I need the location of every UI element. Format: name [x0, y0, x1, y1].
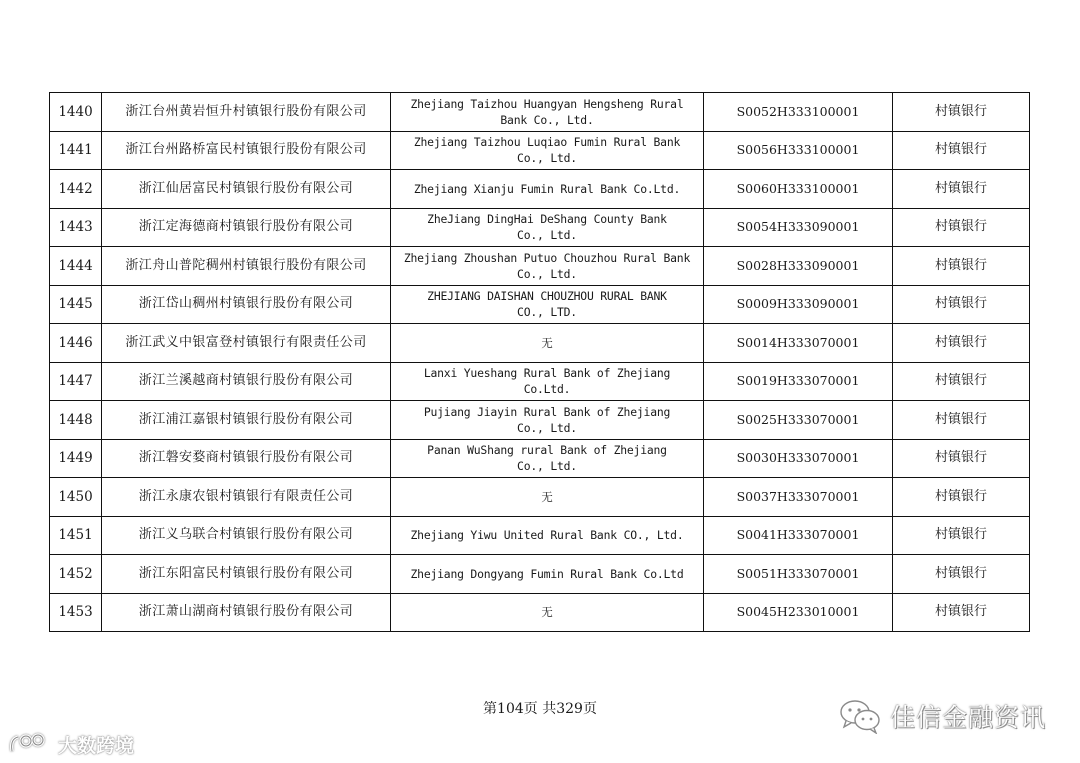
institution-code-cell: S0037H333070001	[704, 478, 893, 517]
chinese-name-cell: 浙江萧山湖商村镇银行股份有限公司	[102, 593, 391, 632]
row-number-cell: 1441	[50, 131, 102, 170]
chinese-name-cell: 浙江东阳富民村镇银行股份有限公司	[102, 555, 391, 594]
english-name-line: ZheJiang DingHai DeShang County Bank	[427, 212, 667, 227]
english-name-line: ZHEJIANG DAISHAN CHOUZHOU RURAL BANK	[427, 289, 667, 304]
table-row	[50, 285, 1030, 324]
institution-type-cell: 村镇银行	[893, 324, 1030, 363]
institution-code-cell: S0025H333070001	[704, 401, 893, 440]
watermark-right-text: 佳信金融资讯	[889, 703, 1046, 732]
row-number-cell: 1449	[50, 439, 102, 478]
english-name-line: 无	[541, 605, 553, 620]
institution-code-cell: S0009H333090001	[704, 285, 893, 324]
institution-type-cell: 村镇银行	[893, 131, 1030, 170]
row-number-cell: 1445	[50, 285, 102, 324]
chinese-name-cell: 浙江仙居富民村镇银行股份有限公司	[102, 170, 391, 209]
institution-type-cell: 村镇银行	[893, 362, 1030, 401]
english-name-line: Zhejiang Zhoushan Putuo Chouzhou Rural Bank	[403, 250, 691, 265]
row-number-cell: 1447	[50, 362, 102, 401]
english-name-cell	[391, 208, 704, 247]
row-number-cell: 1453	[50, 593, 102, 632]
institution-code-cell: S0028H333090001	[704, 247, 893, 286]
chinese-name-cell: 浙江舟山普陀稠州村镇银行股份有限公司	[102, 247, 391, 286]
row-number-cell: 1440	[50, 93, 102, 132]
institution-type-cell: 村镇银行	[893, 401, 1030, 440]
english-name-line: Co., Ltd.	[517, 420, 577, 435]
english-name-cell	[391, 362, 704, 401]
table-row	[50, 131, 1030, 170]
institution-code-cell: S0052H333100001	[704, 93, 893, 132]
english-name-line: Panan WuShang rural Bank of Zhejiang	[427, 443, 667, 458]
english-name-cell	[391, 516, 704, 555]
institution-type-cell: 村镇银行	[893, 170, 1030, 209]
english-name-line: Zhejiang Taizhou Luqiao Fumin Rural Bank	[413, 135, 681, 150]
table-row	[50, 401, 1030, 440]
institution-type-cell: 村镇银行	[893, 516, 1030, 555]
table-row	[50, 93, 1030, 132]
institution-type-cell: 村镇银行	[893, 439, 1030, 478]
institution-code-cell: S0019H333070001	[704, 362, 893, 401]
institution-type-cell: 村镇银行	[893, 93, 1030, 132]
table-row	[50, 516, 1030, 555]
row-number-cell: 1443	[50, 208, 102, 247]
english-name-cell	[391, 131, 704, 170]
table-body	[50, 93, 1030, 632]
english-name-cell	[391, 555, 704, 594]
chinese-name-cell: 浙江台州黄岩恒升村镇银行股份有限公司	[102, 93, 391, 132]
row-number-cell: 1451	[50, 516, 102, 555]
table-row	[50, 439, 1030, 478]
english-name-line: 无	[541, 335, 553, 350]
chinese-name-cell: 浙江磐安婺商村镇银行股份有限公司	[102, 439, 391, 478]
english-name-cell	[391, 170, 704, 209]
english-name-line: Zhejiang Xianju Fumin Rural Bank Co.Ltd.	[413, 181, 681, 196]
english-name-line: Zhejiang Dongyang Fumin Rural Bank Co.Ltd	[410, 566, 684, 581]
row-number-cell: 1446	[50, 324, 102, 363]
chinese-name-cell: 浙江定海德商村镇银行股份有限公司	[102, 208, 391, 247]
table-row	[50, 593, 1030, 632]
english-name-line: Co., Ltd.	[517, 459, 577, 474]
table-row	[50, 208, 1030, 247]
institution-code-cell: S0041H333070001	[704, 516, 893, 555]
chinese-name-cell: 浙江武义中银富登村镇银行有限责任公司	[102, 324, 391, 363]
english-name-line: Pujiang Jiayin Rural Bank of Zhejiang	[423, 404, 671, 419]
table-row	[50, 478, 1030, 517]
chinese-name-cell: 浙江兰溪越商村镇银行股份有限公司	[102, 362, 391, 401]
institution-type-cell: 村镇银行	[893, 593, 1030, 632]
english-name-line: Bank Co., Ltd.	[500, 112, 594, 127]
table-row	[50, 555, 1030, 594]
watermark-right	[838, 696, 1046, 736]
institution-type-cell: 村镇银行	[893, 478, 1030, 517]
institution-code-cell: S0014H333070001	[704, 324, 893, 363]
institution-code-cell: S0051H333070001	[704, 555, 893, 594]
table-row	[50, 170, 1030, 209]
table-row	[50, 324, 1030, 363]
english-name-line: Co., Ltd.	[517, 228, 577, 243]
english-name-cell	[391, 439, 704, 478]
english-name-line: Zhejiang Taizhou Huangyan Hengsheng Rural	[410, 96, 684, 111]
english-name-cell	[391, 478, 704, 517]
row-number-cell: 1442	[50, 170, 102, 209]
watermark-left	[8, 727, 134, 761]
chinese-name-cell: 浙江台州路桥富民村镇银行股份有限公司	[102, 131, 391, 170]
english-name-line: Co., Ltd.	[517, 151, 577, 166]
institution-type-cell: 村镇银行	[893, 247, 1030, 286]
cloud-logo-icon	[8, 731, 54, 757]
institution-code-cell: S0045H233010001	[704, 593, 893, 632]
row-number-cell: 1452	[50, 555, 102, 594]
chinese-name-cell: 浙江岱山稠州村镇银行股份有限公司	[102, 285, 391, 324]
english-name-cell	[391, 247, 704, 286]
wechat-icon	[838, 698, 882, 734]
institution-code-cell: S0060H333100001	[704, 170, 893, 209]
chinese-name-cell: 浙江义乌联合村镇银行股份有限公司	[102, 516, 391, 555]
institution-code-cell: S0054H333090001	[704, 208, 893, 247]
english-name-cell	[391, 93, 704, 132]
row-number-cell: 1448	[50, 401, 102, 440]
chinese-name-cell: 浙江浦江嘉银村镇银行股份有限公司	[102, 401, 391, 440]
english-name-cell	[391, 401, 704, 440]
institution-type-cell: 村镇银行	[893, 285, 1030, 324]
english-name-line: 无	[541, 489, 553, 504]
bank-list-table	[49, 92, 1030, 632]
institution-type-cell: 村镇银行	[893, 208, 1030, 247]
english-name-cell	[391, 324, 704, 363]
english-name-line: CO., LTD.	[517, 305, 577, 320]
table-row	[50, 362, 1030, 401]
english-name-line: Co., Ltd.	[517, 266, 577, 281]
row-number-cell: 1450	[50, 478, 102, 517]
institution-code-cell: S0056H333100001	[704, 131, 893, 170]
watermark-left-text: 大数跨境	[58, 734, 135, 757]
row-number-cell: 1444	[50, 247, 102, 286]
page-number: 第104页 共329页	[483, 701, 597, 717]
institution-type-cell: 村镇银行	[893, 555, 1030, 594]
english-name-line: Zhejiang Yiwu United Rural Bank CO., Ltd.	[410, 528, 684, 543]
english-name-cell	[391, 593, 704, 632]
chinese-name-cell: 浙江永康农银村镇银行有限责任公司	[102, 478, 391, 517]
english-name-line: Lanxi Yueshang Rural Bank of Zhejiang	[423, 366, 671, 381]
table-row	[50, 247, 1030, 286]
english-name-cell	[391, 285, 704, 324]
english-name-line: Co.Ltd.	[523, 382, 571, 397]
institution-code-cell: S0030H333070001	[704, 439, 893, 478]
